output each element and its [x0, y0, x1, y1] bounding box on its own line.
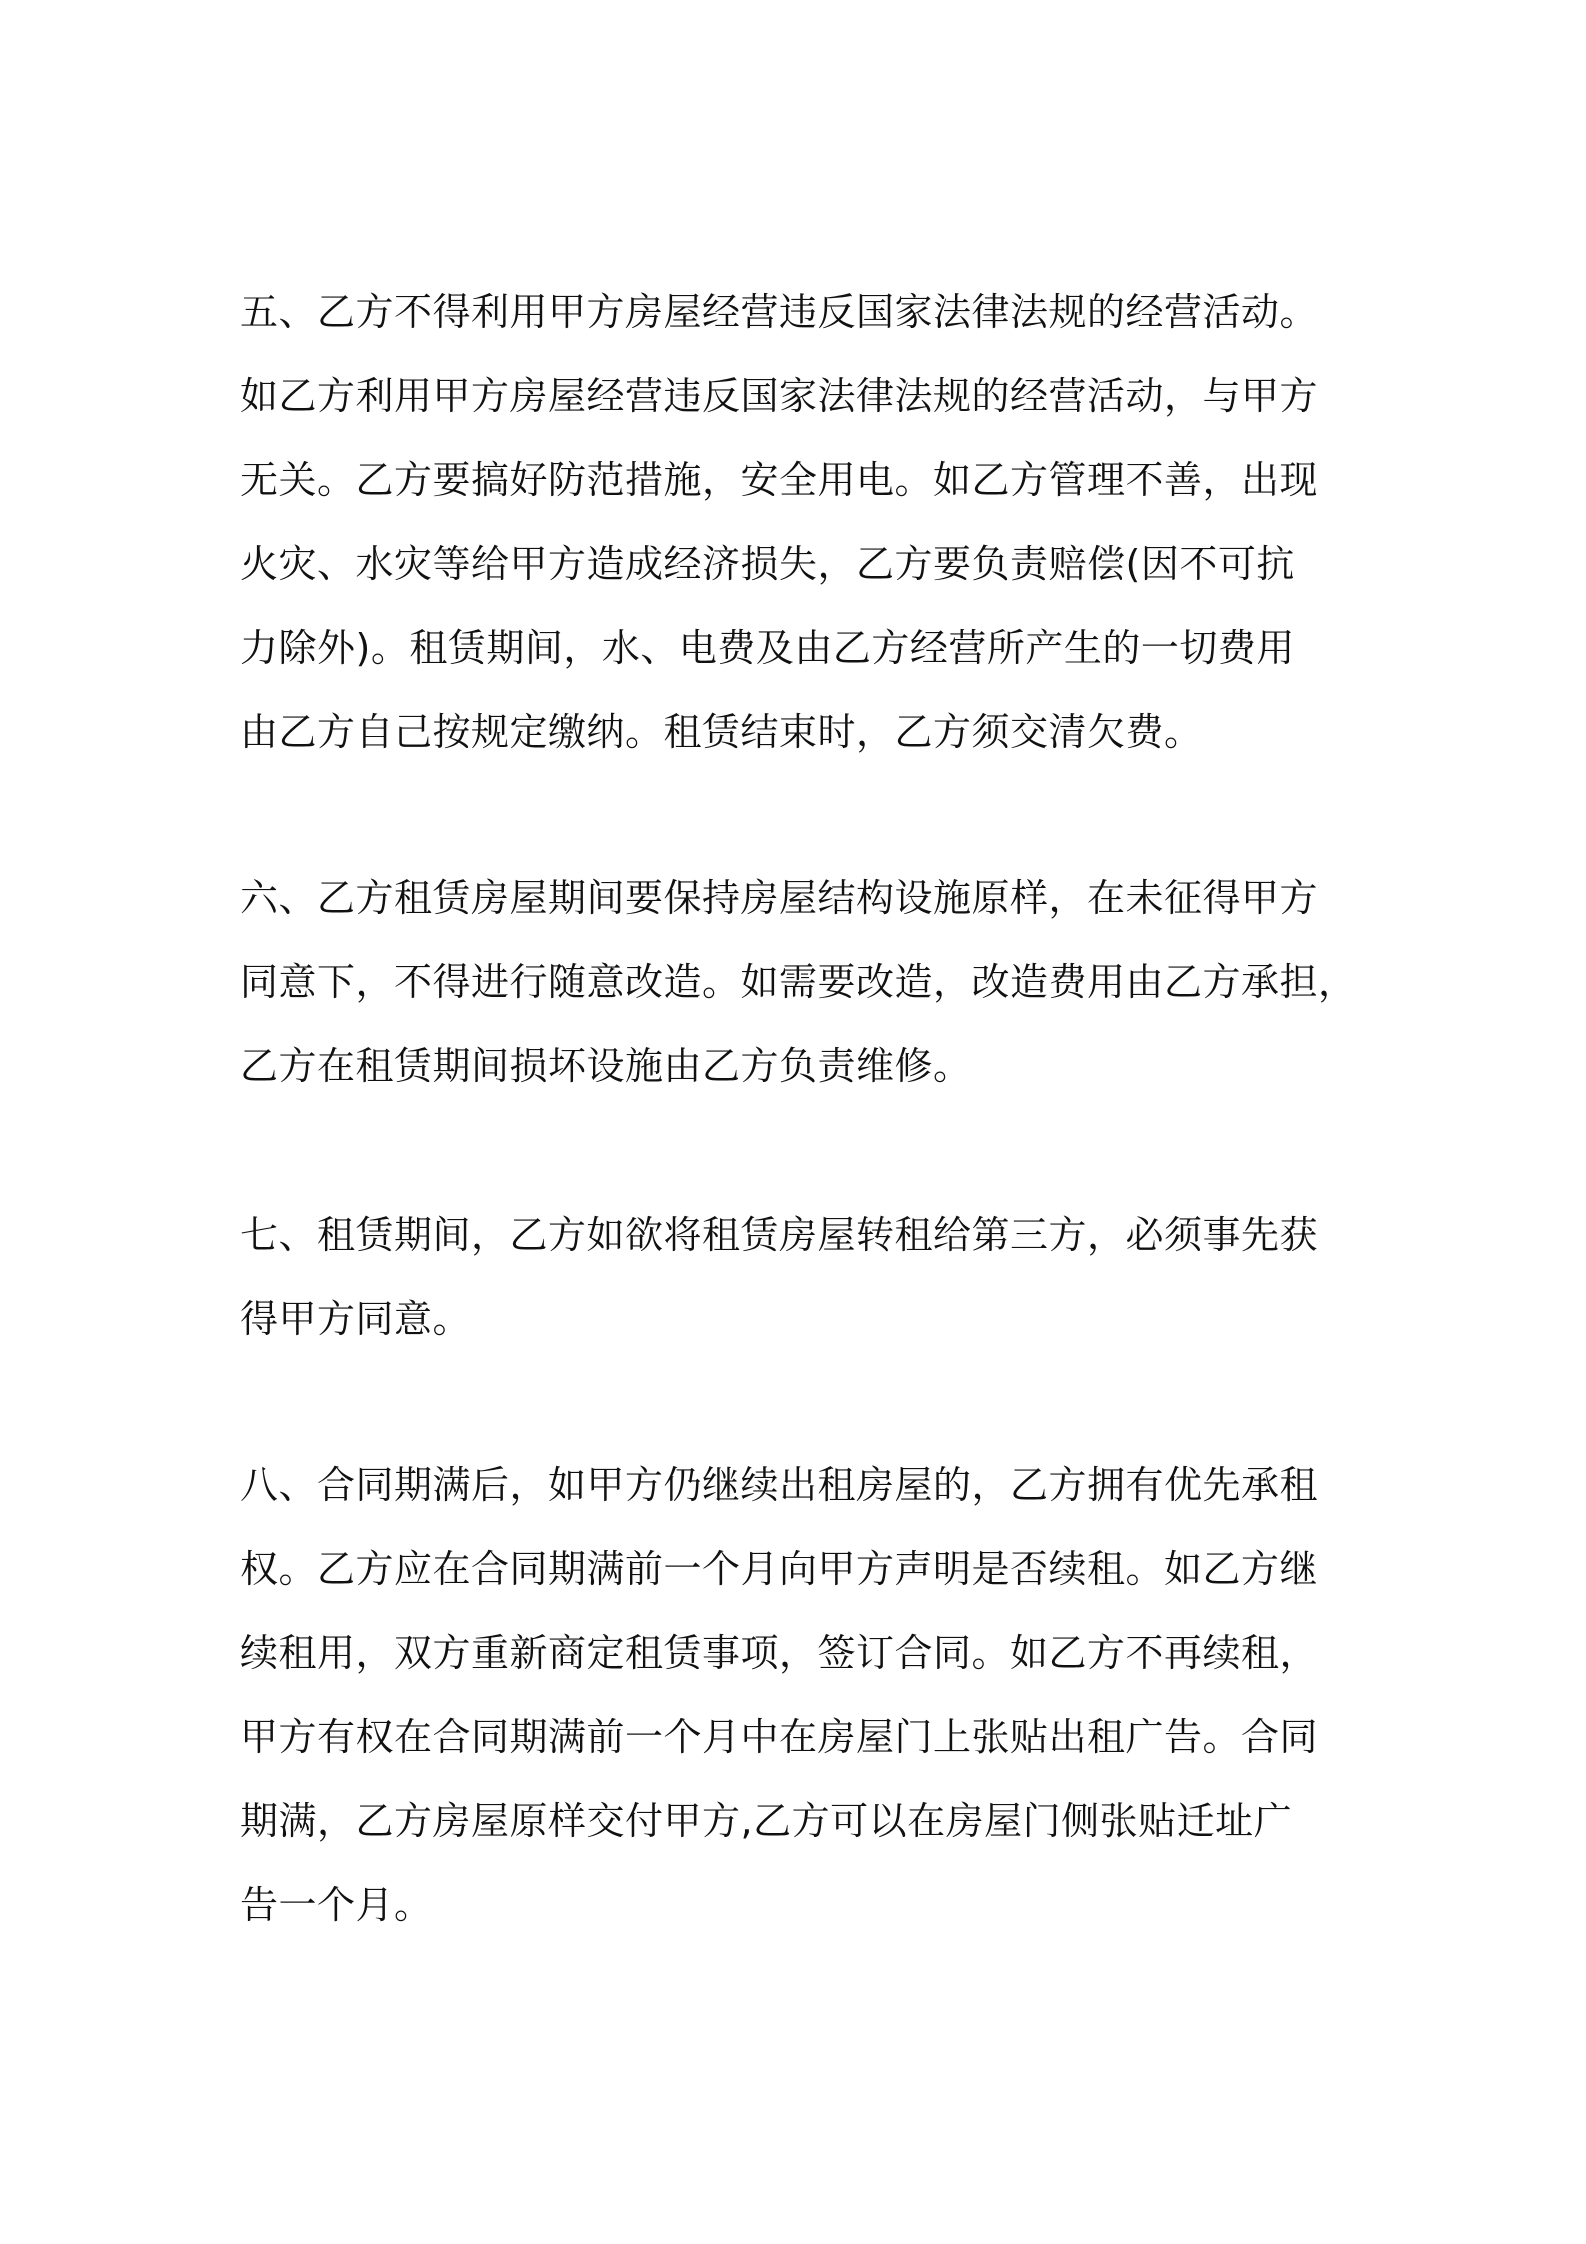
clause-6-line-1: 六、乙方租赁房屋期间要保持房屋结构设施原样，在未征得甲方	[240, 876, 1319, 920]
clause-6-line-3: 乙方在租赁期间损坏设施由乙方负责维修。	[240, 1044, 972, 1088]
clause-8	[240, 1443, 1360, 1947]
clause-8-line-4: 甲方有权在合同期满前一个月中在房屋门上张贴出租广告。合同	[240, 1715, 1319, 1759]
clause-7-line-2: 得甲方同意。	[240, 1297, 472, 1341]
clause-5	[240, 270, 1360, 774]
clause-7-line-1: 七、租赁期间，乙方如欲将租赁房屋转租给第三方，必须事先获	[240, 1213, 1319, 1257]
clause-5-line-5: 力除外)。租赁期间，水、电费及由乙方经营所产生的一切费用	[240, 626, 1295, 670]
clause-8-line-2: 权。乙方应在合同期满前一个月向甲方声明是否续租。如乙方继	[240, 1547, 1319, 1591]
clause-8-line-5: 期满，乙方房屋原样交付甲方,乙方可以在房屋门侧张贴迁址广	[240, 1799, 1293, 1843]
clause-6	[240, 856, 1360, 1108]
clause-5-line-6: 由乙方自己按规定缴纳。租赁结束时，乙方须交清欠费。	[240, 710, 1203, 754]
clause-8-line-1: 八、合同期满后，如甲方仍继续出租房屋的，乙方拥有优先承租	[240, 1463, 1319, 1507]
clause-6-line-2: 同意下，不得进行随意改造。如需要改造，改造费用由乙方承担，	[240, 960, 1357, 1004]
clause-8-line-6: 告一个月。	[240, 1883, 433, 1927]
clause-7	[240, 1193, 1360, 1361]
clause-8-line-3: 续租用，双方重新商定租赁事项，签订合同。如乙方不再续租，	[240, 1631, 1319, 1675]
clause-5-line-3: 无关。乙方要搞好防范措施，安全用电。如乙方管理不善，出现	[240, 458, 1319, 502]
clause-5-line-1: 五、乙方不得利用甲方房屋经营违反国家法律法规的经营活动。	[240, 290, 1319, 334]
clause-5-line-2: 如乙方利用甲方房屋经营违反国家法律法规的经营活动，与甲方	[240, 374, 1319, 418]
clause-5-line-4: 火灾、水灾等给甲方造成经济损失，乙方要负责赔偿(因不可抗	[240, 542, 1295, 586]
